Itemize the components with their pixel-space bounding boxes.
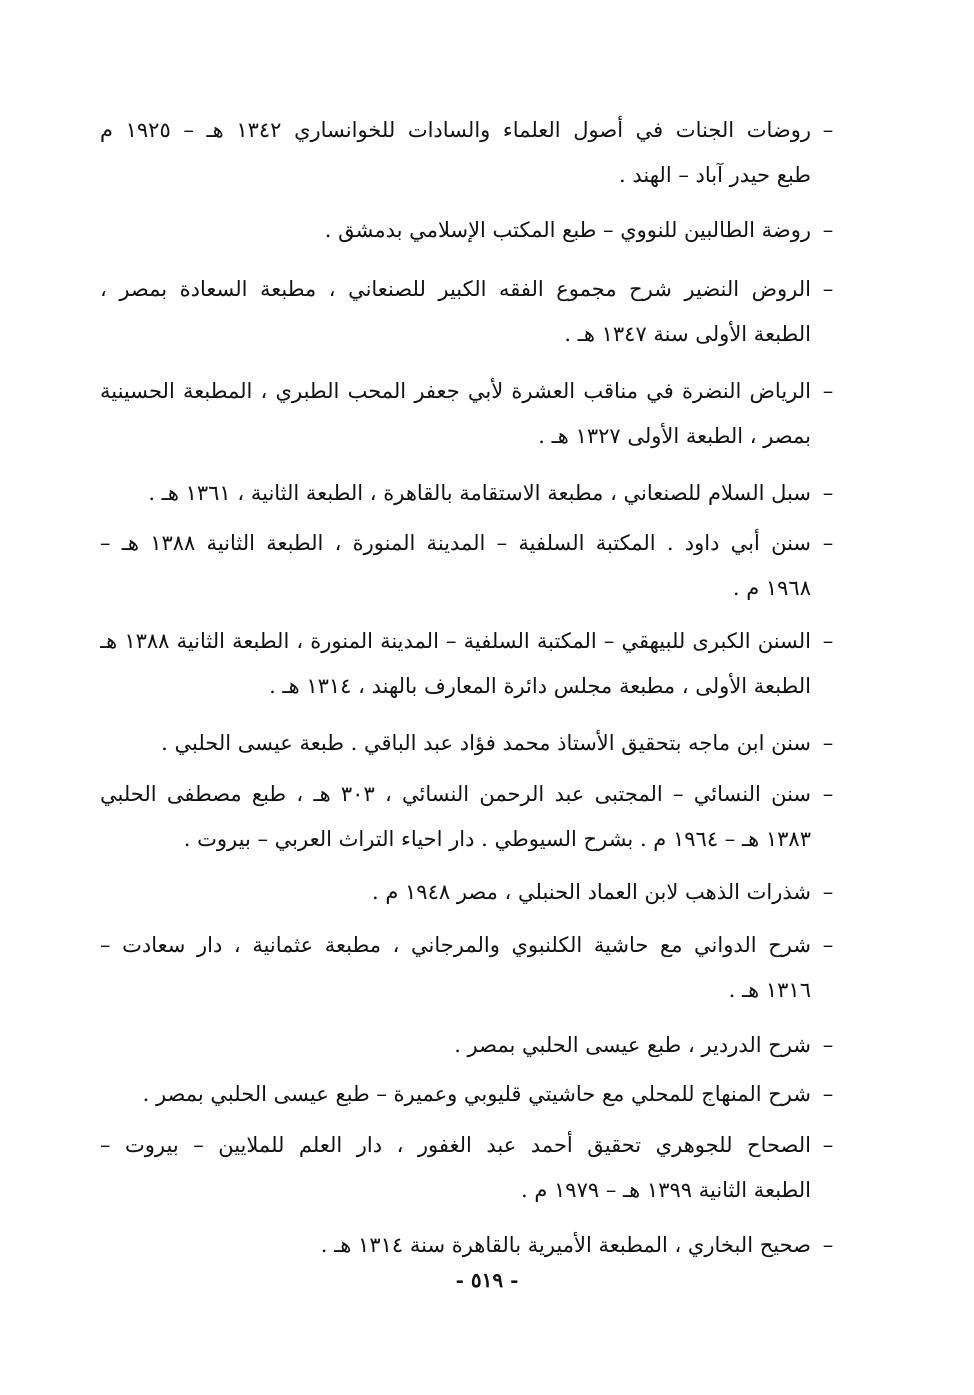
entry-dash: – <box>822 731 834 755</box>
entry-line: طبع حيدر آباد – الهند . <box>619 163 811 187</box>
entry-dash: – <box>822 531 834 555</box>
entry-line: الطبعة الأولى ، مطبعة مجلس دائرة المعارف بالهند ، ١٣١٤ هـ . <box>269 674 811 698</box>
entry-line: ١٩٦٨ م . <box>732 576 811 600</box>
entry-dash: – <box>822 277 834 301</box>
entry-dash: – <box>822 782 834 806</box>
entry-line: روضة الطالبين للنووي – طبع المكتب الإسلامي بدمشق . <box>324 218 811 242</box>
entry-line: ١٣١٦ هـ . <box>728 978 811 1002</box>
entry-line: شرح الدردير ، طبع عيسى الحلبي بمصر . <box>454 1033 811 1057</box>
bibliography-entry <box>100 923 845 1013</box>
bibliography-entry <box>100 1123 845 1213</box>
bibliography-entry <box>100 1072 845 1117</box>
bibliography-entry <box>100 108 845 198</box>
entry-dash: – <box>822 118 834 142</box>
bibliography-entry <box>100 267 845 357</box>
entry-line: الروض النضير شرح مجموع الفقه الكبير للصنعاني ، مطبعة السعادة بمصر ، <box>100 277 811 301</box>
entry-dash: – <box>822 880 834 904</box>
entry-line: الصحاح للجوهري تحقيق أحمد عبد الغفور ، دار العلم للملايين – بيروت – <box>100 1133 811 1157</box>
entry-dash: – <box>822 1082 834 1106</box>
bibliography-entry <box>100 721 845 766</box>
bibliography-entry <box>100 471 845 516</box>
entry-line: الطبعة الثانية ١٣٩٩ هـ – ١٩٧٩ م . <box>521 1178 811 1202</box>
page-number: - ٥١٩ - <box>455 1268 519 1292</box>
bibliography-entry <box>100 772 845 862</box>
entry-dash: – <box>822 1133 834 1157</box>
entry-line: شذرات الذهب لابن العماد الحنبلي ، مصر ١٩٤٨ م . <box>371 880 811 904</box>
entry-dash: – <box>822 481 834 505</box>
entry-line: سنن ابن ماجه بتحقيق الأستاذ محمد فؤاد عبد الباقي . طبعة عيسى الحلبي . <box>161 731 811 755</box>
bibliography-entry <box>100 521 845 611</box>
entry-line: شرح المنهاج للمحلي مع حاشيتي قليوبي وعميرة – طبع عيسى الحلبي بمصر . <box>142 1082 811 1106</box>
entry-dash: – <box>822 1033 834 1057</box>
entry-line: ١٣٨٣ هـ – ١٩٦٤ م . بشرح السيوطي . دار احياء التراث العربي – بيروت . <box>183 827 811 851</box>
entry-dash: – <box>822 1233 834 1257</box>
entry-dash: – <box>822 933 834 957</box>
bibliography-entry <box>100 1223 845 1268</box>
entry-line: روضات الجنات في أصول العلماء والسادات للخوانساري ١٣٤٢ هـ – ١٩٢٥ م <box>100 118 811 142</box>
bibliography-entry <box>100 870 845 915</box>
entry-line: سنن أبي داود . المكتبة السلفية – المدينة المنورة ، الطبعة الثانية ١٣٨٨ هـ – <box>100 531 811 555</box>
entry-line: سبل السلام للصنعاني ، مطبعة الاستقامة بالقاهرة ، الطبعة الثانية ، ١٣٦١ هـ . <box>148 481 811 505</box>
bibliography-entry <box>100 208 845 253</box>
entry-dash: – <box>822 218 834 242</box>
entry-line: شرح الدواني مع حاشية الكلنبوي والمرجاني ، مطبعة عثمانية ، دار سعادت – <box>100 933 811 957</box>
entry-dash: – <box>822 629 834 653</box>
entry-line: بمصر ، الطبعة الأولى ١٣٢٧ هـ . <box>538 424 811 448</box>
entry-line: صحيح البخاري ، المطبعة الأميرية بالقاهرة سنة ١٣١٤ هـ . <box>320 1233 811 1257</box>
entry-line: السنن الكبرى للبيهقي – المكتبة السلفية – المدينة المنورة ، الطبعة الثانية ١٣٨٨ هـ <box>100 629 811 653</box>
bibliography-entry <box>100 1023 845 1068</box>
entry-dash: – <box>822 379 834 403</box>
entry-line: الرياض النضرة في مناقب العشرة لأبي جعفر المحب الطبري ، المطبعة الحسينية <box>100 379 811 403</box>
bibliography-entry <box>100 369 845 459</box>
entry-line: سنن النسائي – المجتبى عبد الرحمن النسائي ، ٣٠٣ هـ ، طبع مصطفى الحلبي <box>100 782 811 806</box>
bibliography-entry <box>100 619 845 709</box>
bibliography-list <box>100 108 845 1268</box>
entry-line: الطبعة الأولى سنة ١٣٤٧ هـ . <box>564 322 811 346</box>
